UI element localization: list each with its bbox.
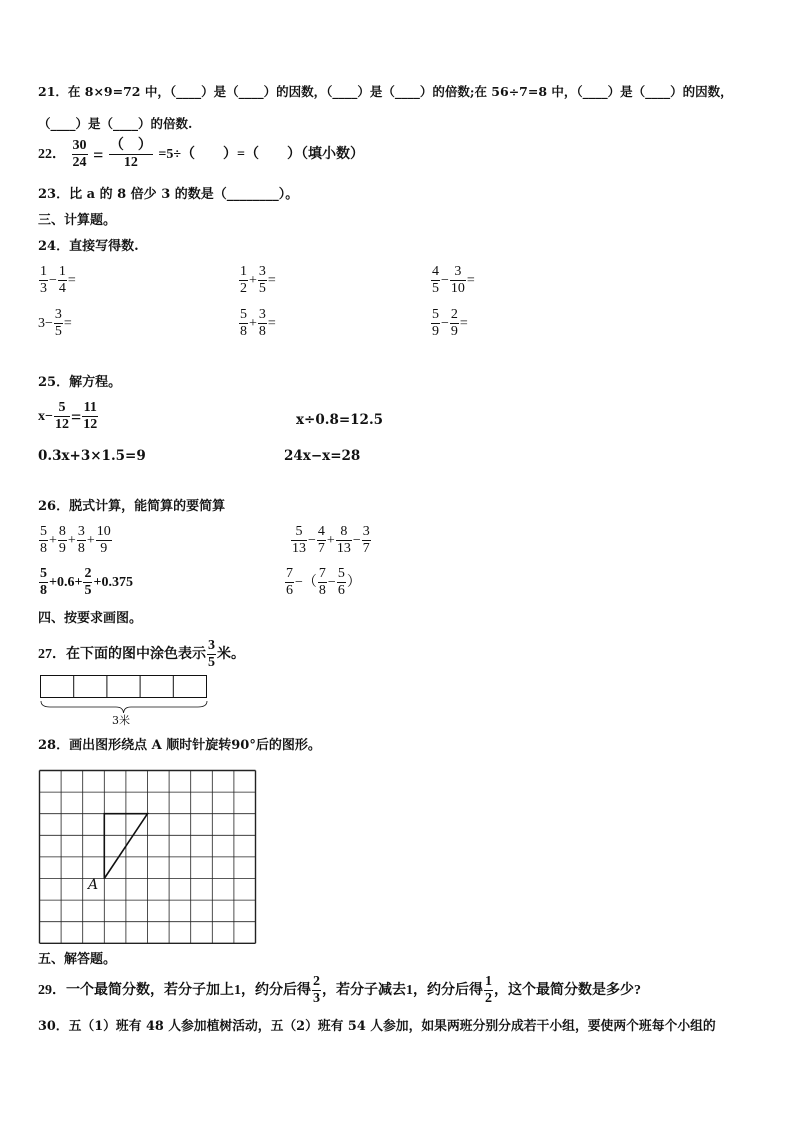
q28-grid-diagram [38,768,262,946]
q25-equation-3: 0.3x+3×1.5=9 [38,448,146,464]
q25-title: 25．解方程。 [38,375,122,390]
q26-expression-3 [38,566,133,599]
fraction: $\frac{5}{8}$ [40,566,47,598]
q25-equation-1: x− $\frac{5}{12}$ = $\frac{11}{12}$ [38,400,98,432]
operator: +0.375 [93,574,133,590]
q26-expression-4 [284,566,361,599]
fraction: $\frac{5}{8}$ [40,524,47,556]
q22: 22． $\frac{30}{24}$ = $\frac{( )}{12}$ =5÷（ ）=（ ）（填小数） [38,138,365,170]
fraction: $\frac{8}{13}$ [336,524,351,556]
q27-title: 27．在下面的图中涂色表示 $\frac{3}{5}$ 米。 [38,638,245,670]
fraction: $\frac{5}{6}$ [337,566,345,598]
q24-item: $\frac{5}{8}$ + $\frac{3}{8}$ = [240,307,276,339]
fraction: $\frac{7}{6}$ [286,566,293,598]
operator: + [67,532,76,548]
fraction: $\frac{7}{8}$ [318,566,326,598]
q26-title: 26．脱式计算，能简算的要简算 [38,499,226,514]
q24-title: 24．直接写得数. [38,239,139,254]
operator: ） [346,574,361,590]
fraction: $\frac{3}{8}$ [77,524,85,556]
operator: −（ [295,574,317,590]
point-a-label: A [88,877,99,893]
q24-item: $\frac{4}{5}$ − $\frac{3}{10}$ = [432,264,475,296]
section-3-heading: 三、计算题。 [38,213,117,228]
q30: 30．五（1）班有 48 人参加植树活动，五（2）班有 54 人参加，如果两班分别分成若干小组，要使两个班每个小组的 [38,1019,716,1034]
fraction: $\frac{2}{5}$ [84,566,92,598]
q24-item: $\frac{5}{9}$ − $\frac{2}{9}$ = [432,307,468,339]
q24-item: 3− $\frac{3}{5}$ = [38,307,72,339]
fraction: $\frac{5}{13}$ [292,524,306,556]
operator: − [352,532,361,548]
q29: 29．一个最简分数，若分子加上1，约分后得 $\frac{2}{3}$ ，若分子减去1，约分后得 $\frac{1}{2}$ ，这个最简分数是多少? [38,974,641,1006]
q28-title: 28．画出图形绕点 A 顺时针旋转90°后的图形。 [38,738,321,753]
q25-equation-2: x÷0.8=12.5 [296,412,384,428]
operator: − [327,574,336,590]
q27-length-label: 3米 [112,714,130,727]
fraction: $\frac{10}{9}$ [96,524,111,556]
operator: + [326,532,335,548]
fraction: $\frac{4}{7}$ [317,524,325,556]
operator: + [49,532,57,548]
q24-item: $\frac{1}{2}$ + $\frac{3}{5}$ = [240,264,276,296]
q21-line1: 21．在 8×9=72 中，（____）是（____）的因数，（____）是（____）的倍数;在 56÷7=8 中，（____）是（____）的因数， [38,84,733,99]
section-5-heading: 五、解答题。 [38,952,117,967]
operator: + [86,532,95,548]
section-4-heading: 四、按要求画图。 [38,611,143,626]
q26-expression-2 [290,524,372,557]
q26-expression-1 [38,524,113,557]
operator: +0.6+ [49,574,83,590]
fraction: $\frac{8}{9}$ [58,524,66,556]
operator: − [308,532,316,548]
q23: 23．比 a 的 8 倍少 3 的数是（________）。 [38,187,299,202]
q24-item: $\frac{1}{3}$ − $\frac{1}{4}$ = [40,264,76,296]
fraction: $\frac{3}{7}$ [362,524,370,556]
q21-line2: （____）是（____）的倍数. [38,116,193,131]
q25-equation-4: 24x−x=28 [284,448,361,464]
